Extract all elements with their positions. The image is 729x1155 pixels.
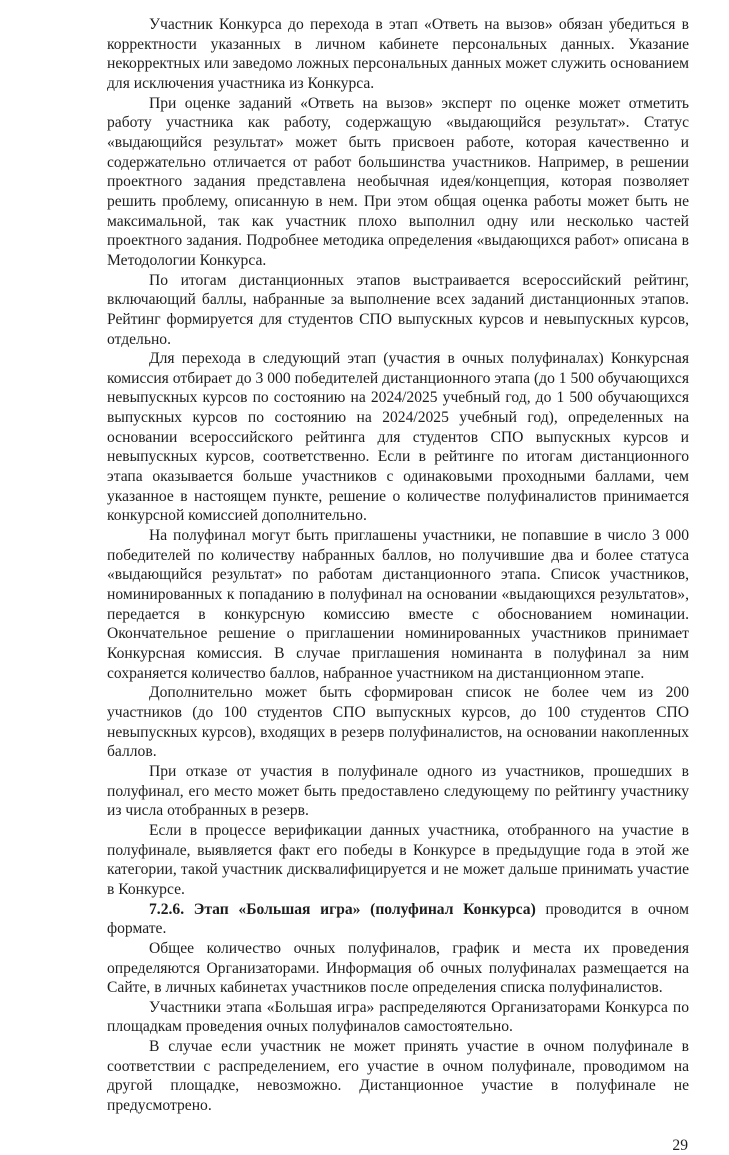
paragraph: Участник Конкурса до перехода в этап «Ответь на вызов» обязан убедиться в корректности указанных в личном кабинете персональных данных. Указание некорректных или заведомо ложных персональных данных может служить основанием для исключения участника из Конкурса.	[107, 16, 689, 92]
paragraph: Если в процессе верификации данных участника, отобранного на участие в полуфинале, выявляется факт его победы в Конкурсе в предыдущие года в этой же категории, такой участник дисквалифицируется и не может дальше принимать участие в Конкурсе.	[107, 821, 689, 898]
paragraph: В случае если участник не может принять участие в очном полуфинале в соответствии с распределением, его участие в очном полуфинале, проводимом на другой площадке, невозможно. Дистанционное участие в полуфинале не предусмотрено.	[107, 1038, 689, 1115]
section-heading-rest: проводится в очном формате.	[107, 900, 689, 938]
section-heading-bold: 7.2.6. Этап «Большая игра» (полуфинал Конкурса)	[149, 900, 536, 918]
paragraph: Для перехода в следующий этап (участия в очных полуфиналах) Конкурсная комиссия отбирает до 3 000 победителей дистанционного этапа (до 1 500 обучающихся невыпускных курсов по состоянию на 2024/2025 учебный год, до 1 500 обучающихся выпускных курсов по состоянию на 2024/2025 учебный год), определенных на основании всероссийского рейтинга для студентов СПО выпускных курсов и невыпускных курсов, соответственно. Если в рейтинге по итогам дистанционного этапа оказывается больше участников с одинаковыми проходными баллами, чем указанное в настоящем пункте, решение о количестве полуфиналистов принимается конкурсной комиссией дополнительно.	[107, 350, 689, 525]
paragraph: При отказе от участия в полуфинале одного из участников, прошедших в полуфинал, его место может быть предоставлено следующему по рейтингу участнику из числа отобранных в резерв.	[107, 762, 689, 820]
document-page	[107, 0, 689, 1155]
paragraph: Общее количество очных полуфиналов, график и места их проведения определяются Организаторами. Информация об очных полуфиналах размещается на Сайте, в личных кабинетах участников после определения списка полуфиналистов.	[107, 939, 689, 997]
paragraph: Дополнительно может быть сформирован список не более чем из 200 участников (до 100 студентов СПО выпускных курсов, до 100 студентов СПО невыпускных курсов), входящих в резерв полуфиналистов, на основании накопленных баллов.	[107, 684, 689, 761]
paragraph: При оценке заданий «Ответь на вызов» эксперт по оценке может отметить работу участника как работу, содержащую «выдающийся результат». Статус «выдающийся результат» может быть присвоен работе, которая качественно и содержательно отличается от работ большинства участников. Например, в решении проектного задания представлена необычная идея/концепция, которая позволяет решить проблему, описанную в нем. При этом общая оценка работы может быть не максимальной, так как участник плохо выполнил одну или несколько частей проектного задания. Подробнее методика определения «выдающихся работ» описана в Методологии Конкурса.	[107, 94, 689, 269]
paragraph: На полуфинал могут быть приглашены участники, не попавшие в число 3 000 победителей по количеству набранных баллов, но получившие два и более статуса «выдающийся результат» по работам дистанционного этапа. Список участников, номинированных к попаданию в полуфинал на основании «выдающихся результатов», передается в конкурсную комиссию вместе с обоснованием номинации. Окончательное решение о приглашении номинированных участников принимает Конкурсная комиссия. В случае приглашения номинанта в полуфинал за ним сохраняется количество баллов, набранное участником на дистанционном этапе.	[107, 527, 689, 682]
section-heading	[107, 900, 689, 939]
page-number: 29	[672, 1136, 688, 1154]
paragraph: По итогам дистанционных этапов выстраивается всероссийский рейтинг, включающий баллы, набранные за выполнение всех заданий дистанционных этапов. Рейтинг формируется для студентов СПО выпускных курсов и невыпускных курсов, отдельно.	[107, 271, 689, 348]
paragraph: Участники этапа «Большая игра» распределяются Организаторами Конкурса по площадкам проведения очных полуфиналов самостоятельно.	[107, 998, 689, 1036]
